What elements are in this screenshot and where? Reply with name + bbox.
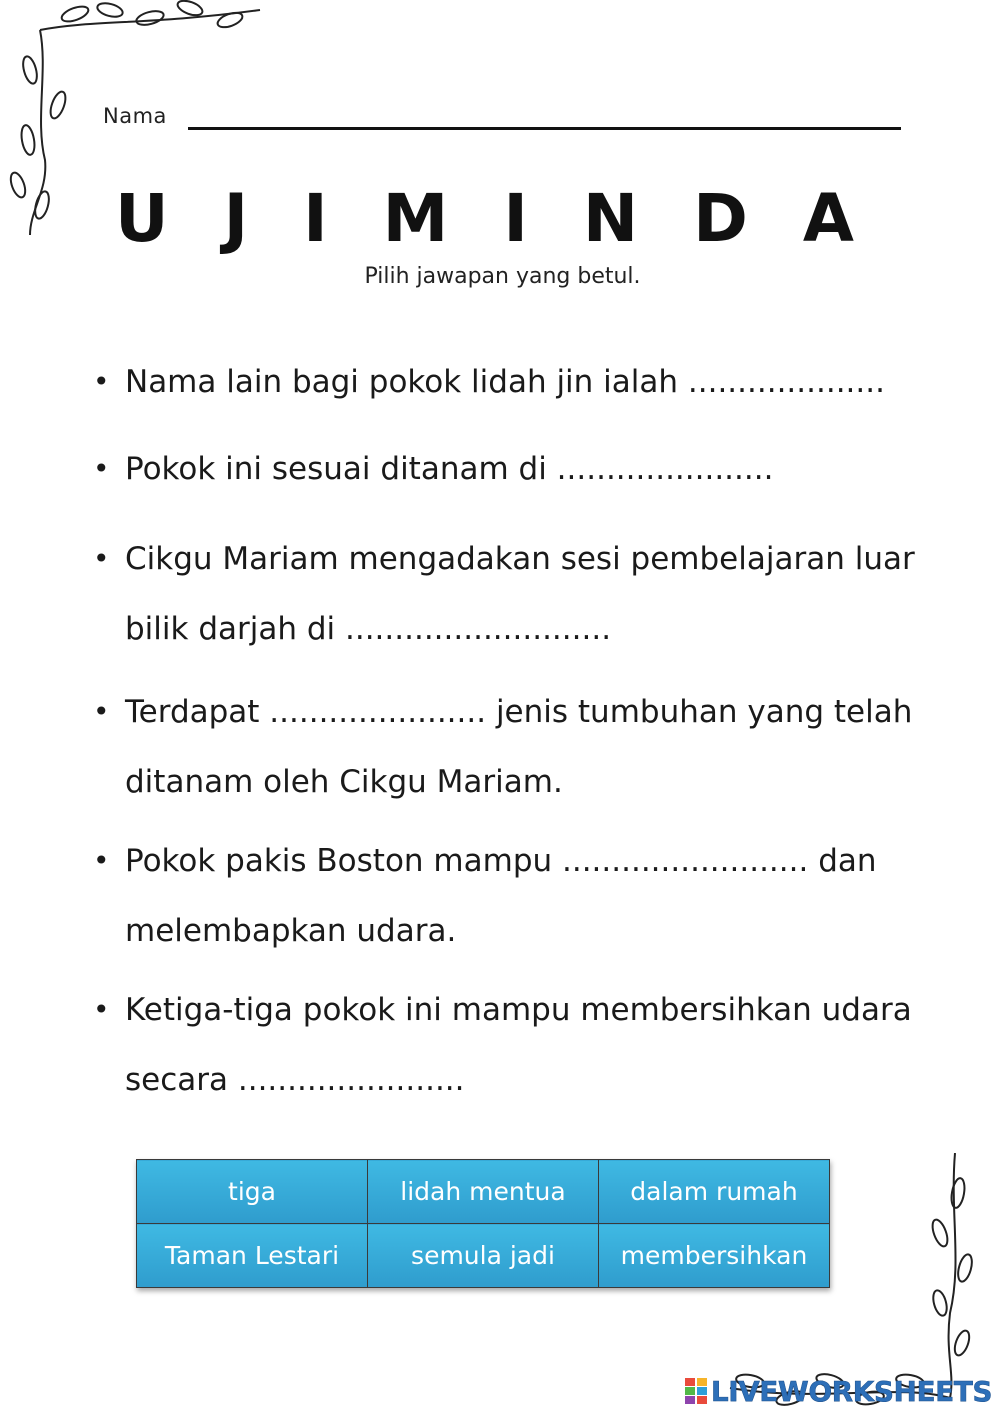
question-line: Cikgu Mariam mengadakan sesi pembelajaran luar — [125, 541, 915, 577]
liveworksheets-logo-icon — [684, 1376, 708, 1406]
bullet-icon: • — [93, 844, 110, 877]
brand-name: LIVEWORKSHEETS — [710, 1374, 992, 1408]
bullet-icon: • — [93, 452, 110, 485]
liveworksheets-brand[interactable] — [684, 1373, 992, 1409]
bullet-icon: • — [93, 365, 110, 398]
question-line: ditanam oleh Cikgu Mariam. — [125, 764, 563, 800]
question-line: melembapkan udara. — [125, 913, 457, 949]
question-line: Ketiga-tiga pokok ini mampu membersihkan udara — [125, 992, 912, 1028]
question-line: secara ....................... — [125, 1062, 465, 1098]
name-label: Nama — [103, 104, 167, 128]
name-row — [103, 100, 903, 140]
bullet-icon: • — [93, 993, 110, 1026]
answer-option[interactable]: tiga — [137, 1160, 368, 1224]
question-3 — [93, 524, 955, 664]
question-line: Pokok ini sesuai ditanam di ...................... — [125, 451, 774, 487]
question-5 — [93, 826, 955, 966]
answer-option[interactable]: Taman Lestari — [137, 1224, 368, 1288]
question-line: Terdapat ...................... jenis tumbuhan yang telah — [125, 694, 913, 730]
question-line: Pokok pakis Boston mampu ......................... dan — [125, 843, 877, 879]
bullet-icon: • — [93, 695, 110, 728]
name-input-line[interactable] — [188, 127, 901, 130]
question-2 — [93, 434, 955, 504]
bullet-icon: • — [93, 542, 110, 575]
answer-option[interactable]: semula jadi — [368, 1224, 599, 1288]
worksheet-title: U J I M I N D A — [115, 180, 870, 257]
answer-option[interactable]: lidah mentua — [368, 1160, 599, 1224]
question-line: bilik darjah di ........................... — [125, 611, 612, 647]
worksheet-instruction: Pilih jawapan yang betul. — [364, 264, 641, 289]
answer-option[interactable]: membersihkan — [599, 1224, 830, 1288]
question-line: Nama lain bagi pokok lidah jin ialah .................... — [125, 364, 885, 400]
answer-option[interactable]: dalam rumah — [599, 1160, 830, 1224]
question-6 — [93, 975, 955, 1115]
question-1 — [93, 347, 955, 417]
question-4 — [93, 677, 955, 817]
